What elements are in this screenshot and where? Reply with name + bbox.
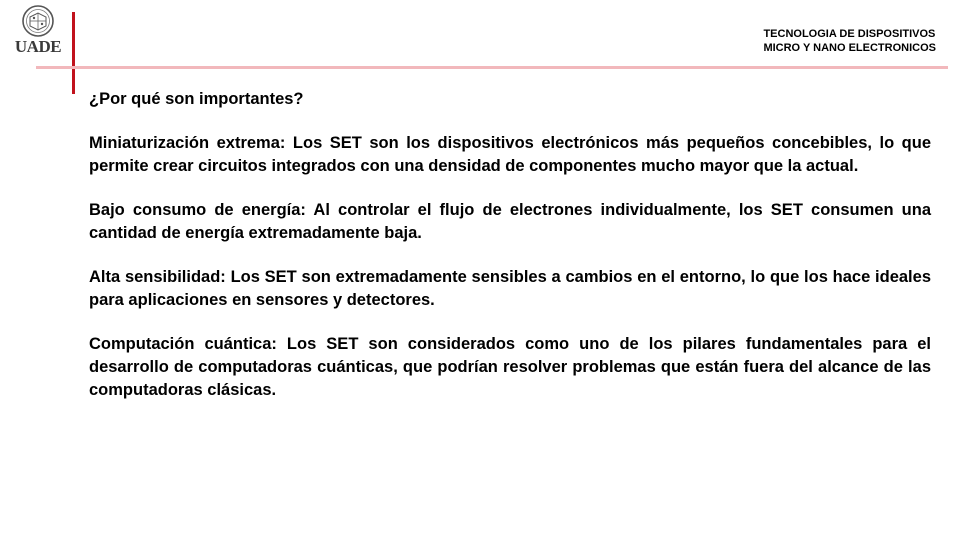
slide-heading: ¿Por qué son importantes? <box>89 90 304 108</box>
vertical-accent-line <box>72 12 75 94</box>
header-divider <box>36 66 948 69</box>
course-title-line-1: TECNOLOGIA DE DISPOSITIVOS <box>763 28 936 40</box>
paragraph-computacion-cuantica: Computación cuántica: Los SET son considerados como uno de los pilares fundamentales para el desarrollo de computadoras cuánticas, que podrían resolver problemas que están fuera del alcance de las computadoras clásicas. <box>89 335 931 399</box>
paragraph-bajo-consumo: Bajo consumo de energía: Al controlar el flujo de electrones individualmente, los SET consumen una cantidad de energía extremadamente baja. <box>89 201 931 242</box>
uade-seal-icon <box>10 4 66 38</box>
slide-body <box>89 88 931 423</box>
paragraph-alta-sensibilidad: Alta sensibilidad: Los SET son extremadamente sensibles a cambios en el entorno, lo que los hace ideales para aplicaciones en sensores y detectores. <box>89 268 931 309</box>
uade-logo <box>10 4 66 58</box>
course-title-line-2: MICRO Y NANO ELECTRONICOS <box>763 42 936 54</box>
course-title <box>763 27 936 55</box>
paragraph-miniaturizacion: Miniaturización extrema: Los SET son los dispositivos electrónicos más pequeños concebibles, lo que permite crear circuitos integrados con una densidad de componentes mucho mayor que la actual. <box>89 134 931 175</box>
logo-wordmark: UADE <box>14 37 62 56</box>
